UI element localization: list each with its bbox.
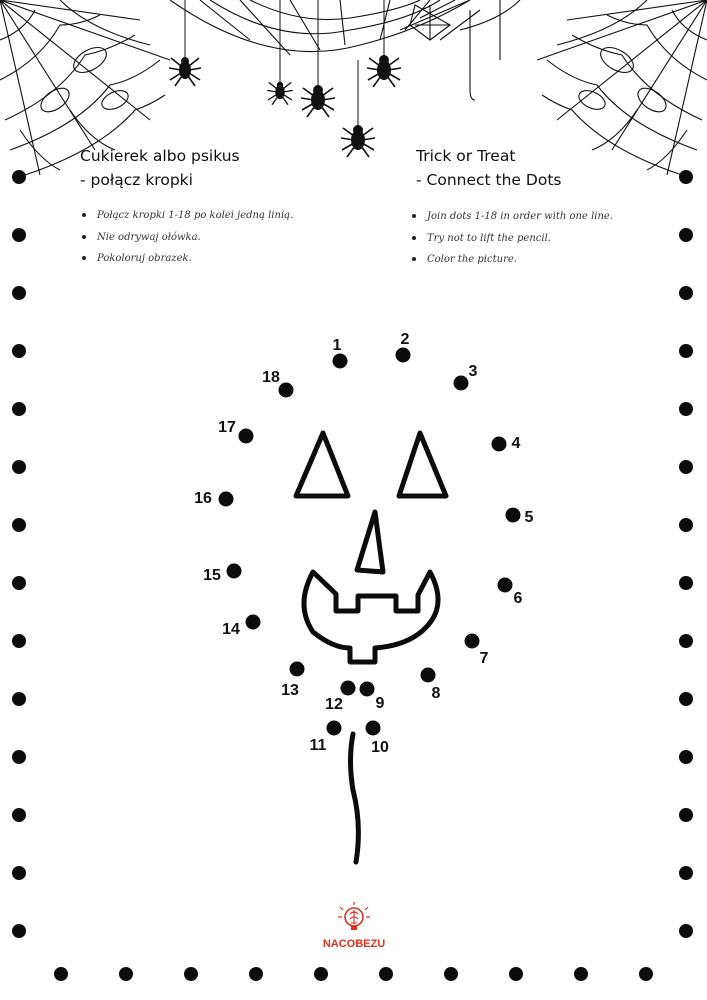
border-dot (12, 344, 26, 358)
border-dot (314, 967, 328, 981)
border-dot (12, 576, 26, 590)
border-dot (679, 286, 693, 300)
dot-label: 15 (203, 567, 221, 584)
puzzle-dot-1 (333, 354, 348, 369)
puzzle-dot-2 (396, 348, 411, 363)
instruction-item: Try not to lift the pencil. (412, 228, 613, 250)
puzzle-dot-8 (421, 668, 436, 683)
border-dot (679, 634, 693, 648)
instruction-item: Nie odrywaj ołówka. (82, 227, 293, 249)
border-dot (679, 866, 693, 880)
polish-instructions (82, 205, 293, 270)
border-dot (12, 634, 26, 648)
dot-label: 11 (309, 737, 327, 754)
dot-label: 16 (194, 490, 212, 507)
border-dot (249, 967, 263, 981)
puzzle-dot-6 (498, 578, 513, 593)
puzzle-dot-11 (327, 721, 342, 736)
border-dot (679, 460, 693, 474)
border-dot (574, 967, 588, 981)
dot-label: 17 (218, 419, 236, 436)
border-dot (679, 402, 693, 416)
dot-label: 4 (511, 435, 521, 452)
dot-label: 8 (431, 685, 441, 702)
border-dot (509, 967, 523, 981)
english-instructions (412, 206, 613, 271)
border-dot (12, 692, 26, 706)
dot-label: 9 (375, 695, 385, 712)
dot-label: 7 (479, 650, 489, 667)
puzzle-dot-3 (454, 376, 469, 391)
puzzle-dot-10 (366, 721, 381, 736)
puzzle-dot-4 (492, 437, 507, 452)
logo-text: NACOBEZU (322, 938, 386, 950)
border-dot (679, 576, 693, 590)
dot-label: 10 (371, 739, 389, 756)
puzzle-dot-5 (506, 508, 521, 523)
border-dot (679, 750, 693, 764)
puzzle-dot-9 (360, 682, 375, 697)
instruction-item: Pokoloruj obrazek. (82, 248, 293, 270)
polish-title-line1: Cukierek albo psikus (80, 147, 240, 165)
instruction-item: Color the picture. (412, 249, 613, 271)
polish-title (80, 144, 240, 192)
border-dot (444, 967, 458, 981)
border-dot (379, 967, 393, 981)
border-dot (679, 518, 693, 532)
border-dot (639, 967, 653, 981)
puzzle-dot-12 (341, 681, 356, 696)
dot-label: 18 (262, 369, 280, 386)
border-dot (12, 286, 26, 300)
puzzle-dot-17 (239, 429, 254, 444)
puzzle-dot-13 (290, 662, 305, 677)
border-dot (119, 967, 133, 981)
border-dot (12, 518, 26, 532)
english-title-line2: - Connect the Dots (416, 171, 562, 189)
border-dot (184, 967, 198, 981)
border-dot (12, 866, 26, 880)
border-dot (679, 228, 693, 242)
border-dot (12, 228, 26, 242)
puzzle-dot-15 (227, 564, 242, 579)
dot-label: 13 (281, 682, 299, 699)
border-dot (679, 344, 693, 358)
puzzle-dot-18 (279, 383, 294, 398)
polish-title-line2: - połącz kropki (80, 171, 193, 189)
dot-label: 6 (513, 590, 523, 607)
dot-label: 14 (222, 621, 240, 638)
border-dot (679, 924, 693, 938)
puzzle-dot-14 (246, 615, 261, 630)
puzzle-dot-16 (219, 492, 234, 507)
english-title-line1: Trick or Treat (416, 147, 516, 165)
border-dot (12, 460, 26, 474)
dot-label: 2 (400, 331, 410, 348)
puzzle-dot-7 (465, 634, 480, 649)
border-dot (12, 808, 26, 822)
border-dot (679, 692, 693, 706)
border-dot (54, 967, 68, 981)
border-dot (12, 924, 26, 938)
dot-label: 5 (524, 509, 534, 526)
border-dot (12, 750, 26, 764)
border-dot (12, 170, 26, 184)
english-title (416, 144, 561, 192)
dot-label: 3 (468, 363, 478, 380)
dot-label: 1 (332, 337, 342, 354)
border-dot (12, 402, 26, 416)
instruction-item: Join dots 1-18 in order with one line. (412, 206, 613, 228)
dot-label: 12 (325, 696, 343, 713)
border-dot (679, 170, 693, 184)
border-dot (679, 808, 693, 822)
instruction-item: Połącz kropki 1-18 po kolei jedną linią. (82, 205, 293, 227)
